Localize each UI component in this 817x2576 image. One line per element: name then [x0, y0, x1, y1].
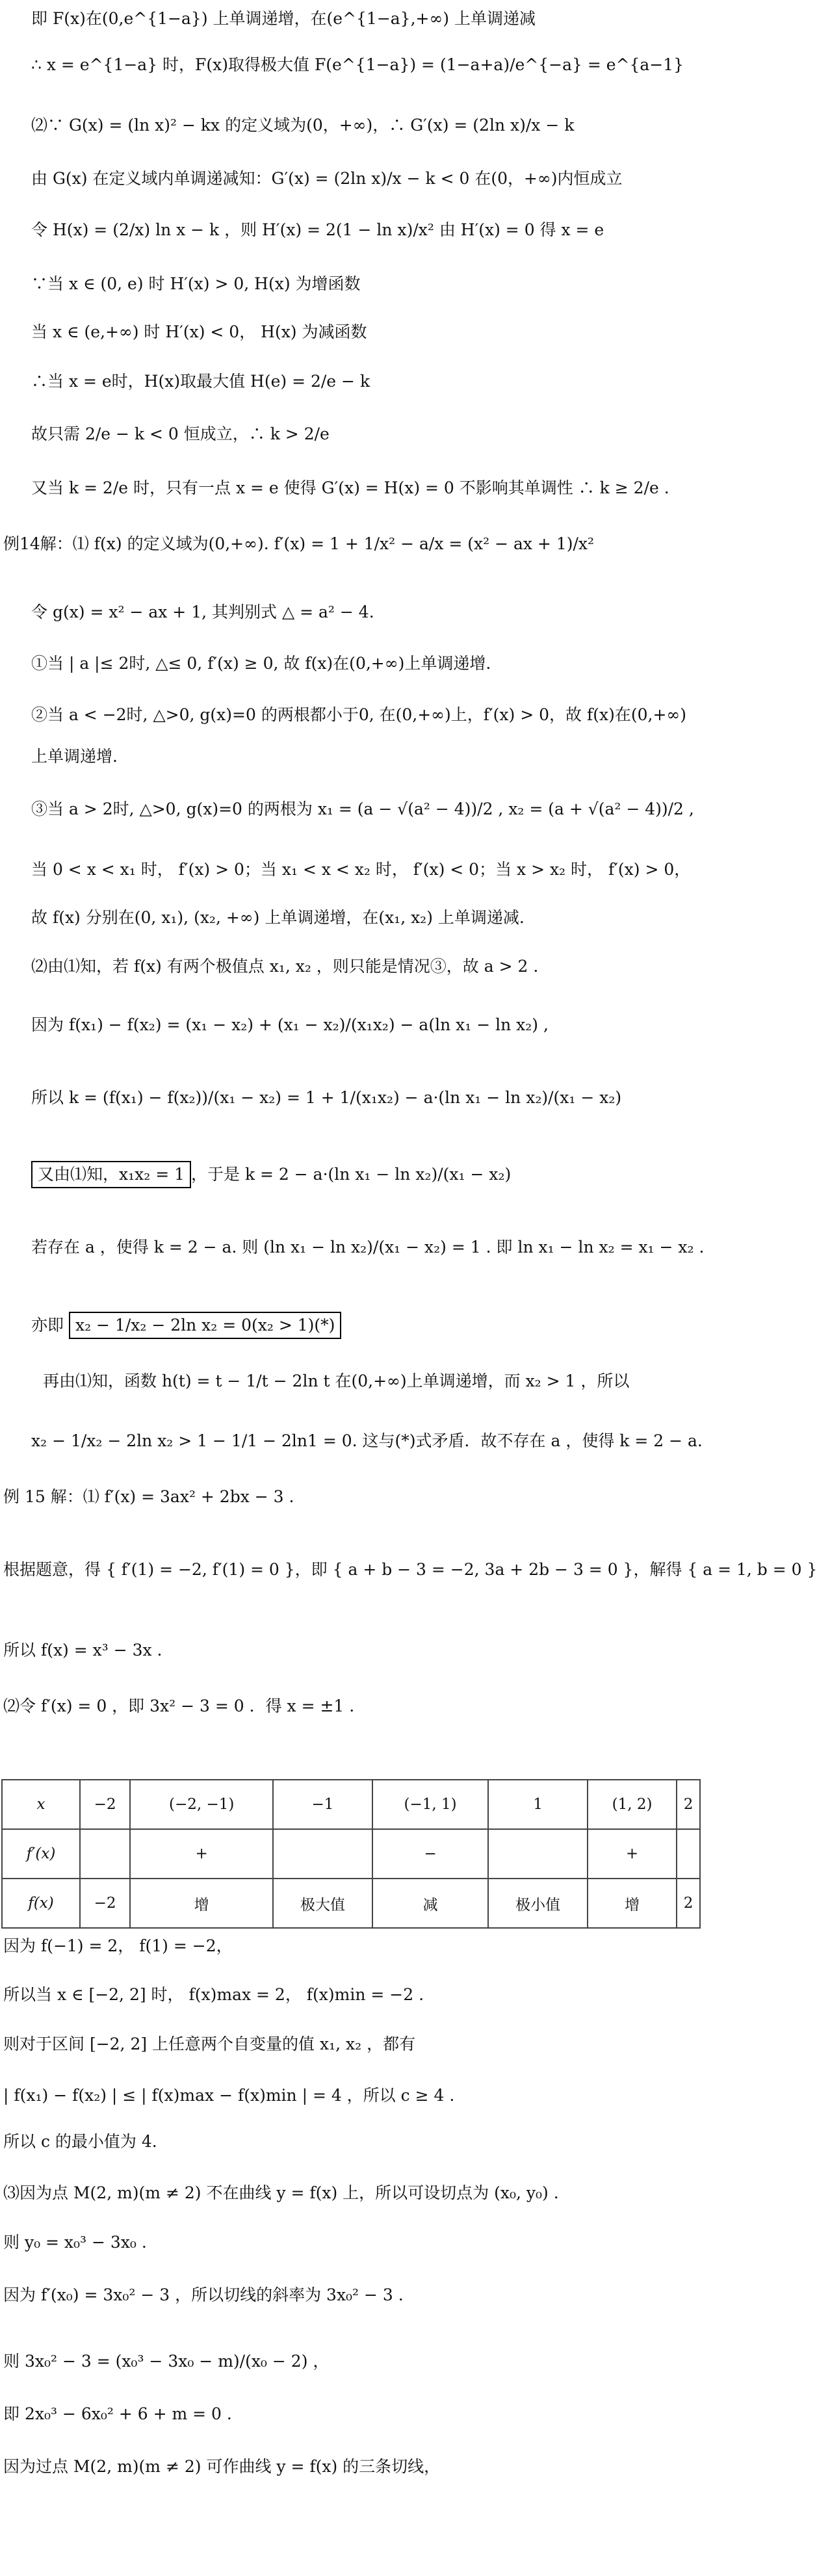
- text-line: 又由⑴知，x₁x₂ = 1 ，于是 k = 2 − a·(ln x₁ − ln x₂)/(x₁ − x₂): [31, 1161, 733, 1188]
- text-line: 因为 f′(x₀) = 3x₀² − 3 ，所以切线的斜率为 3x₀² − 3 .: [3, 2285, 404, 2304]
- text-line: ⑶因为点 M(2, m)(m ≠ 2) 不在曲线 y = f(x) 上，所以可设切点为 (x₀, y₀) .: [3, 2183, 559, 2202]
- table-cell: 2: [677, 1879, 700, 1928]
- table-row: [2, 1829, 700, 1879]
- table-cell: 极大值: [273, 1879, 372, 1928]
- text-line: 所以 c 的最小值为 4.: [3, 2132, 157, 2151]
- table-cell: 1: [488, 1780, 588, 1829]
- text-line: 所以 f(x) = x³ − 3x .: [3, 1641, 162, 1659]
- text-line: | f(x₁) − f(x₂) | ≤ | f(x)max − f(x)min | = 4 ，所以 c ≥ 4 .: [3, 2086, 455, 2105]
- table-cell: 减: [372, 1879, 489, 1928]
- table-cell: −2: [80, 1879, 130, 1928]
- table-cell: 增: [588, 1879, 677, 1928]
- text-line: 则 y₀ = x₀³ − 3x₀ .: [3, 2233, 147, 2252]
- table-cell: f(x): [2, 1879, 80, 1928]
- text-line: 再由⑴知，函数 h(t) = t − 1/t − 2ln t 在(0,+∞)上单调递增，而 x₂ > 1 ，所以: [43, 1372, 630, 1390]
- example-15-heading: 例 15 解：⑴ f′(x) = 3ax² + 2bx − 3 .: [3, 1487, 294, 1506]
- text-line: ②当 a < −2时, △>0, g(x)=0 的两根都小于0, 在(0,+∞)上，f′(x) > 0，故 f(x)在(0,+∞): [31, 705, 686, 724]
- text-line: ∵当 x ∈ (0, e) 时 H′(x) > 0, H(x) 为增函数: [31, 274, 361, 293]
- table-cell: (1, 2): [588, 1780, 677, 1829]
- table-row: [2, 1780, 700, 1829]
- text-line: 即 2x₀³ − 6x₀² + 6 + m = 0 .: [3, 2404, 232, 2423]
- text-line: ∴ x = e^{1−a} 时，F(x)取得极大值 F(e^{1−a}) = (1−a+a)/e^{−a} = e^{a−1}: [31, 55, 684, 74]
- table-cell: [80, 1829, 130, 1879]
- text-line: 则 3x₀² − 3 = (x₀³ − 3x₀ − m)/(x₀ − 2) ，: [3, 2352, 330, 2371]
- text-line: 所以当 x ∈ [−2, 2] 时， f(x)max = 2， f(x)min = −2 .: [3, 1985, 424, 2004]
- table-cell: (−1, 1): [372, 1780, 489, 1829]
- text-line: 即 F(x)在(0,e^{1−a}) 上单调递增，在(e^{1−a},+∞) 上单调递减: [31, 9, 536, 28]
- text-line: 又当 k = 2/e 时，只有一点 x = e 使得 G′(x) = H(x) = 0 不影响其单调性 ∴ k ≥ 2/e .: [31, 478, 669, 497]
- boxed-condition: 又由⑴知，x₁x₂ = 1: [31, 1161, 191, 1188]
- text-line: 亦即 x₂ − 1/x₂ − 2ln x₂ = 0(x₂ > 1)(*): [31, 1312, 733, 1339]
- text-line: 当 0 < x < x₁ 时， f′(x) > 0；当 x₁ < x < x₂ 时， f′(x) < 0；当 x > x₂ 时， f′(x) > 0，: [31, 860, 691, 879]
- table-cell: 极小值: [488, 1879, 588, 1928]
- text-line: 令 H(x) = (2/x) ln x − k ，则 H′(x) = 2(1 − ln x)/x² 由 H′(x) = 0 得 x = e: [31, 220, 604, 239]
- table-cell: x: [2, 1780, 80, 1829]
- table-cell: [677, 1829, 700, 1879]
- table-cell: −: [372, 1829, 489, 1879]
- text-line: ③当 a > 2时, △>0, g(x)=0 的两根为 x₁ = (a − √(a² − 4))/2 , x₂ = (a + √(a² − 4))/2 ,: [31, 800, 694, 818]
- text-line: 由 G(x) 在定义域内单调递减知：G′(x) = (2ln x)/x − k < 0 在(0，+∞)内恒成立: [31, 169, 623, 188]
- table-cell: (−2, −1): [130, 1780, 273, 1829]
- text-line: 故 f(x) 分别在(0, x₁), (x₂, +∞) 上单调递增，在(x₁, x₂) 上单调递减.: [31, 908, 525, 927]
- table-cell: 2: [677, 1780, 700, 1829]
- text-line: ⑵令 f′(x) = 0 ，即 3x² − 3 = 0 ．得 x = ±1 .: [3, 1697, 355, 1715]
- text-line: ∴当 x = e时，H(x)取最大值 H(e) = 2/e − k: [31, 372, 370, 391]
- text-line: 根据题意，得 { f′(1) = −2, f′(1) = 0 }，即 { a + b − 3 = −2, 3a + 2b − 3 = 0 }，解得 { a = 1, b = 0 }: [3, 1560, 817, 1579]
- text-line: ⑵∵ G(x) = (ln x)² − kx 的定义域为(0，+∞)，∴ G′(x) = (2ln x)/x − k: [31, 116, 575, 135]
- table-cell: [273, 1829, 372, 1879]
- boxed-equation: x₂ − 1/x₂ − 2ln x₂ = 0(x₂ > 1)(*): [69, 1312, 341, 1339]
- table-cell: −1: [273, 1780, 372, 1829]
- table-cell: −2: [80, 1780, 130, 1829]
- text-line: 因为 f(x₁) − f(x₂) = (x₁ − x₂) + (x₁ − x₂)/(x₁x₂) − a(ln x₁ − ln x₂) ,: [31, 1015, 549, 1034]
- text-line: 所以 k = (f(x₁) − f(x₂))/(x₁ − x₂) = 1 + 1/(x₁x₂) − a·(ln x₁ − ln x₂)/(x₁ − x₂): [31, 1088, 622, 1107]
- text-line: 若存在 a ，使得 k = 2 − a. 则 (ln x₁ − ln x₂)/(x₁ − x₂) = 1 . 即 ln x₁ − ln x₂ = x₁ − x₂ .: [31, 1238, 705, 1256]
- text-line: ①当 | a |≤ 2时, △≤ 0, f′(x) ≥ 0, 故 f(x)在(0,+∞)上单调递增.: [31, 654, 491, 673]
- text-line: x₂ − 1/x₂ − 2ln x₂ > 1 − 1/1 − 2ln1 = 0. 这与(*)式矛盾．故不存在 a ，使得 k = 2 − a.: [31, 1431, 703, 1450]
- table-cell: +: [588, 1829, 677, 1879]
- text-line: 令 g(x) = x² − ax + 1, 其判别式 △ = a² − 4.: [31, 603, 374, 621]
- variation-table: [1, 1779, 701, 1929]
- example-14-heading: 例14解：⑴ f(x) 的定义域为(0,+∞). f′(x) = 1 + 1/x² − a/x = (x² − ax + 1)/x²: [3, 534, 595, 553]
- text-line: 因为 f(−1) = 2， f(1) = −2，: [3, 1936, 233, 1955]
- text-line: ⑵由⑴知，若 f(x) 有两个极值点 x₁, x₂ ，则只能是情况③，故 a > 2 .: [31, 957, 539, 976]
- table-cell: [488, 1829, 588, 1879]
- table-cell: +: [130, 1829, 273, 1879]
- text-line: 上单调递增.: [31, 747, 118, 766]
- text-line: 当 x ∈ (e,+∞) 时 H′(x) < 0， H(x) 为减函数: [31, 322, 367, 341]
- table-cell: f′(x): [2, 1829, 80, 1879]
- text-line: 因为过点 M(2, m)(m ≠ 2) 可作曲线 y = f(x) 的三条切线，: [3, 2457, 441, 2476]
- table-row: [2, 1879, 700, 1928]
- text-line: 故只需 2/e − k < 0 恒成立，∴ k > 2/e: [31, 424, 330, 443]
- table-cell: 增: [130, 1879, 273, 1928]
- text-line: 则对于区间 [−2, 2] 上任意两个自变量的值 x₁, x₂ ，都有: [3, 2035, 416, 2053]
